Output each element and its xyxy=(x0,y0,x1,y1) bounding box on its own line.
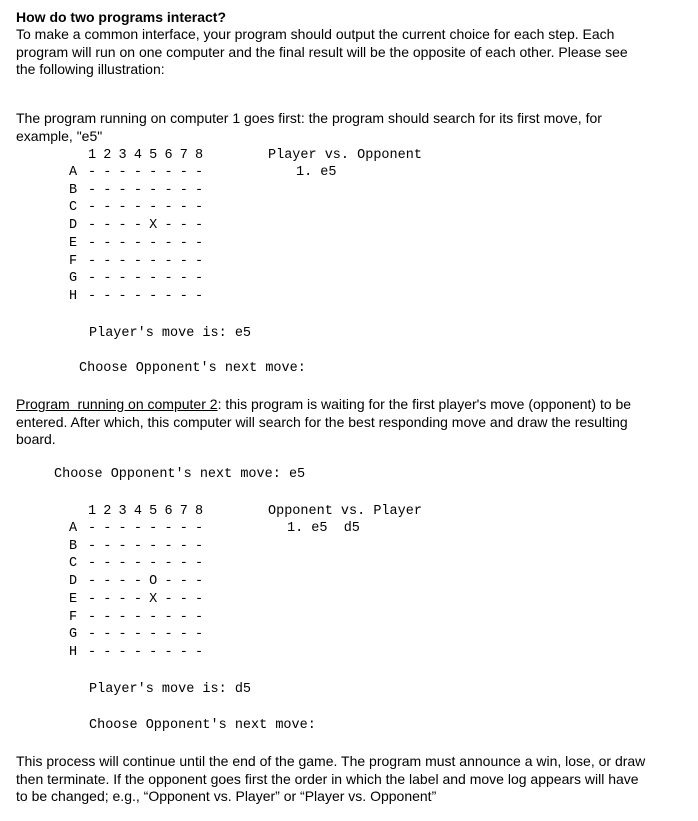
board2-cell: - xyxy=(179,538,188,554)
board2-cell: - xyxy=(118,574,127,590)
board2-cell: - xyxy=(87,556,97,572)
board1-cell: - xyxy=(179,253,188,269)
board1-cell: - xyxy=(103,271,112,287)
board1-cell: - xyxy=(164,165,173,180)
board2-cell: - xyxy=(118,644,127,660)
intro-paragraph xyxy=(16,26,628,79)
board2-cell: - xyxy=(164,627,173,643)
board1-cell: - xyxy=(103,288,112,304)
board1-cell: - xyxy=(118,271,127,287)
board2-cell: - xyxy=(149,556,158,572)
board2-cell: X xyxy=(149,591,158,607)
board2-log-title: Opponent vs. Player xyxy=(268,504,422,519)
board2-row-label: F xyxy=(69,609,78,625)
board1-cell: - xyxy=(87,200,97,216)
computer1-line: example, "e5" xyxy=(16,127,103,144)
board1-cell: - xyxy=(149,271,158,287)
board2-cell: - xyxy=(195,521,204,536)
board1-col-label: 2 xyxy=(103,148,112,163)
board2-cell: - xyxy=(164,591,173,607)
board1-cell: - xyxy=(133,253,142,269)
board2 xyxy=(0,503,698,743)
board1-row-label: A xyxy=(69,165,78,180)
board2-cell: - xyxy=(87,591,97,607)
board1-col-label: 5 xyxy=(149,148,158,163)
board2-cell: - xyxy=(133,538,142,554)
board1-cell: - xyxy=(118,288,127,304)
board1-row-label: F xyxy=(69,253,78,269)
board1-cell: - xyxy=(133,288,142,304)
intro-line: program will run on one computer and the final result will be the opposite of each other. Please see xyxy=(16,43,628,60)
board2-cell: - xyxy=(118,591,127,607)
board1-cell: - xyxy=(103,182,112,198)
board1-cell: - xyxy=(195,253,204,269)
board2-cell: - xyxy=(87,609,97,625)
computer2-paragraph xyxy=(16,396,631,449)
outro-line: This process will continue until the end of the game. The program must announce a win, lose, or draw xyxy=(16,753,646,769)
board1-cell: - xyxy=(179,271,188,287)
board1-cell: - xyxy=(133,165,142,180)
board2-cell: - xyxy=(164,644,173,660)
board2-cell: - xyxy=(195,538,204,554)
board1-row-label: G xyxy=(69,271,78,287)
board2-cell: O xyxy=(149,574,158,590)
board2-row-label: H xyxy=(69,644,78,660)
board2-col-label: 4 xyxy=(133,504,142,519)
board2-cell: - xyxy=(149,521,158,536)
board2-cell: - xyxy=(133,574,142,590)
board1-cell: - xyxy=(179,288,188,304)
board2-cell: - xyxy=(149,644,158,660)
board1-cell: - xyxy=(195,288,204,304)
board2-cell: - xyxy=(149,609,158,625)
board1-cell: - xyxy=(149,235,158,251)
board1-cell: - xyxy=(118,165,127,180)
board1-cell: - xyxy=(149,200,158,216)
board2-cell: - xyxy=(179,609,188,625)
board1-cell: - xyxy=(133,235,142,251)
board1-row-label: C xyxy=(69,200,78,216)
board1-cell: - xyxy=(118,218,127,234)
board2-cell: - xyxy=(179,521,188,536)
computer2-line xyxy=(16,396,631,414)
board1-cell: - xyxy=(179,218,188,234)
board1-cell: - xyxy=(118,253,127,269)
board2-log-entry: 1. e5 d5 xyxy=(287,521,360,536)
board2-cell: - xyxy=(103,627,112,643)
board1-cell: - xyxy=(179,235,188,251)
board1-cell: - xyxy=(133,182,142,198)
board2-cell: - xyxy=(179,574,188,590)
board2-cell: - xyxy=(195,591,204,607)
board2-cell: - xyxy=(164,609,173,625)
board1-col-label: 8 xyxy=(195,148,204,163)
board1-cell: - xyxy=(164,253,173,269)
board2-col-label: 1 xyxy=(87,504,97,519)
board2-col-label: 2 xyxy=(103,504,112,519)
board2-cell: - xyxy=(179,644,188,660)
board1-cell: - xyxy=(195,235,204,251)
board1-cell: - xyxy=(133,200,142,216)
board1-cell: - xyxy=(164,288,173,304)
board1-prompt: Choose Opponent's next move: xyxy=(79,361,306,376)
board2-cell: - xyxy=(195,644,204,660)
board2-cell: - xyxy=(103,574,112,590)
computer1-line: The program running on computer 1 goes first: the program should search for its first move, for xyxy=(16,110,602,126)
board2-grid xyxy=(0,503,260,673)
board1-cell: - xyxy=(164,218,173,234)
board2-col-label: 8 xyxy=(195,504,204,519)
board1-cell: - xyxy=(164,235,173,251)
board2-row-label: A xyxy=(69,521,78,536)
board1-cell: - xyxy=(118,182,127,198)
board2-cell: - xyxy=(118,556,127,572)
board2-col-label: 7 xyxy=(179,504,188,519)
board2-cell: - xyxy=(133,644,142,660)
board2-cell: - xyxy=(195,556,204,572)
board2-cell: - xyxy=(164,538,173,554)
board1-cell: - xyxy=(149,182,158,198)
computer1-paragraph xyxy=(16,110,602,145)
page-title: How do two programs interact? xyxy=(16,9,227,25)
board2-cell: - xyxy=(118,627,127,643)
board1-cell: - xyxy=(87,271,97,287)
intro-line: To make a common interface, your program should output the current choice for each step. Each xyxy=(16,26,615,42)
board1-cell: - xyxy=(164,182,173,198)
board2-row-label: C xyxy=(69,556,78,572)
board1-cell: - xyxy=(87,182,97,198)
board1-cell: - xyxy=(164,200,173,216)
board1-cell: - xyxy=(195,218,204,234)
computer2-line-rest: : this program is waiting for the first player's move (opponent) to be xyxy=(217,396,632,412)
board2-cell: - xyxy=(118,538,127,554)
board2-cell: - xyxy=(103,538,112,554)
board1-cell: - xyxy=(118,200,127,216)
board2-cell: - xyxy=(103,591,112,607)
board2-col-label: 6 xyxy=(164,504,173,519)
board1-col-label: 1 xyxy=(87,148,97,163)
board2-cell: - xyxy=(179,591,188,607)
board1-grid xyxy=(0,147,260,317)
board1-col-label: 6 xyxy=(164,148,173,163)
board1-cell: - xyxy=(164,271,173,287)
board2-cell: - xyxy=(164,556,173,572)
board2-col-label: 5 xyxy=(149,504,158,519)
board1-cell: - xyxy=(103,253,112,269)
board2-prompt: Choose Opponent's next move: xyxy=(89,718,316,733)
board1-row-label: E xyxy=(69,235,78,251)
board2-cell: - xyxy=(164,521,173,536)
board2-cell: - xyxy=(133,591,142,607)
board1-cell: - xyxy=(133,218,142,234)
computer2-line: entered. After which, this computer will search for the best responding move and draw the resulting xyxy=(16,413,628,430)
board1-cell: - xyxy=(87,253,97,269)
board2-input-line: Choose Opponent's next move: e5 xyxy=(54,467,306,482)
board1-cell: - xyxy=(149,288,158,304)
board2-cell: - xyxy=(103,609,112,625)
board1-move-line: Player's move is: e5 xyxy=(89,326,252,341)
board1-col-label: 4 xyxy=(133,148,142,163)
board1-cell: - xyxy=(87,218,97,234)
board2-row-label: D xyxy=(69,574,78,590)
board1-log-entry: 1. e5 xyxy=(296,165,337,180)
board1-cell: - xyxy=(195,182,204,198)
board2-cell: - xyxy=(179,627,188,643)
intro-line: the following illustration: xyxy=(16,61,165,77)
board1-cell: - xyxy=(87,165,97,180)
board1-cell: - xyxy=(179,182,188,198)
computer2-label: Program running on computer 2 xyxy=(16,396,218,412)
board1-cell: - xyxy=(179,200,188,216)
board1-cell: - xyxy=(87,235,97,251)
board1-row-label: H xyxy=(69,288,78,304)
board1-cell: - xyxy=(87,288,97,304)
board2-cell: - xyxy=(87,644,97,660)
board1-cell: - xyxy=(195,271,204,287)
computer2-line: board. xyxy=(16,431,56,447)
board1-cell: - xyxy=(103,235,112,251)
outro-line: to be changed; e.g., “Opponent vs. Player” or “Player vs. Opponent” xyxy=(16,788,437,804)
board2-row-label: G xyxy=(69,627,78,643)
board2-cell: - xyxy=(164,574,173,590)
board2-cell: - xyxy=(133,521,142,536)
board1-cell: - xyxy=(195,200,204,216)
board2-row-label: B xyxy=(69,538,78,554)
board2-cell: - xyxy=(118,609,127,625)
board1-cell: X xyxy=(149,218,158,234)
board2-cell: - xyxy=(103,644,112,660)
board1-cell: - xyxy=(118,235,127,251)
board2-cell: - xyxy=(149,538,158,554)
board1-row-label: B xyxy=(69,182,78,198)
board1-cell: - xyxy=(103,200,112,216)
board2-cell: - xyxy=(87,627,97,643)
board2-cell: - xyxy=(149,627,158,643)
board1-col-label: 7 xyxy=(179,148,188,163)
board2-cell: - xyxy=(133,609,142,625)
board2-cell: - xyxy=(133,627,142,643)
board2-row-label: E xyxy=(69,591,78,607)
board1-cell: - xyxy=(179,165,188,180)
board2-col-label: 3 xyxy=(118,504,127,519)
board2-cell: - xyxy=(103,556,112,572)
board2-cell: - xyxy=(118,521,127,536)
board2-cell: - xyxy=(103,521,112,536)
board2-cell: - xyxy=(87,521,97,536)
board2-move-line: Player's move is: d5 xyxy=(89,682,252,697)
board1-cell: - xyxy=(133,271,142,287)
board1-cell: - xyxy=(149,165,158,180)
board1-cell: - xyxy=(103,165,112,180)
board1 xyxy=(0,147,698,387)
outro-line: then terminate. If the opponent goes first the order in which the label and move log appears will have xyxy=(16,770,639,787)
board2-cell: - xyxy=(179,556,188,572)
outro-paragraph xyxy=(16,753,645,806)
board1-cell: - xyxy=(103,218,112,234)
board2-cell: - xyxy=(87,574,97,590)
board1-cell: - xyxy=(195,165,204,180)
board1-row-label: D xyxy=(69,218,78,234)
board2-cell: - xyxy=(87,538,97,554)
board1-col-label: 3 xyxy=(118,148,127,163)
board1-log-title: Player vs. Opponent xyxy=(268,148,422,163)
board2-cell: - xyxy=(195,627,204,643)
board2-cell: - xyxy=(195,609,204,625)
board2-cell: - xyxy=(195,574,204,590)
board1-cell: - xyxy=(149,253,158,269)
board2-cell: - xyxy=(133,556,142,572)
